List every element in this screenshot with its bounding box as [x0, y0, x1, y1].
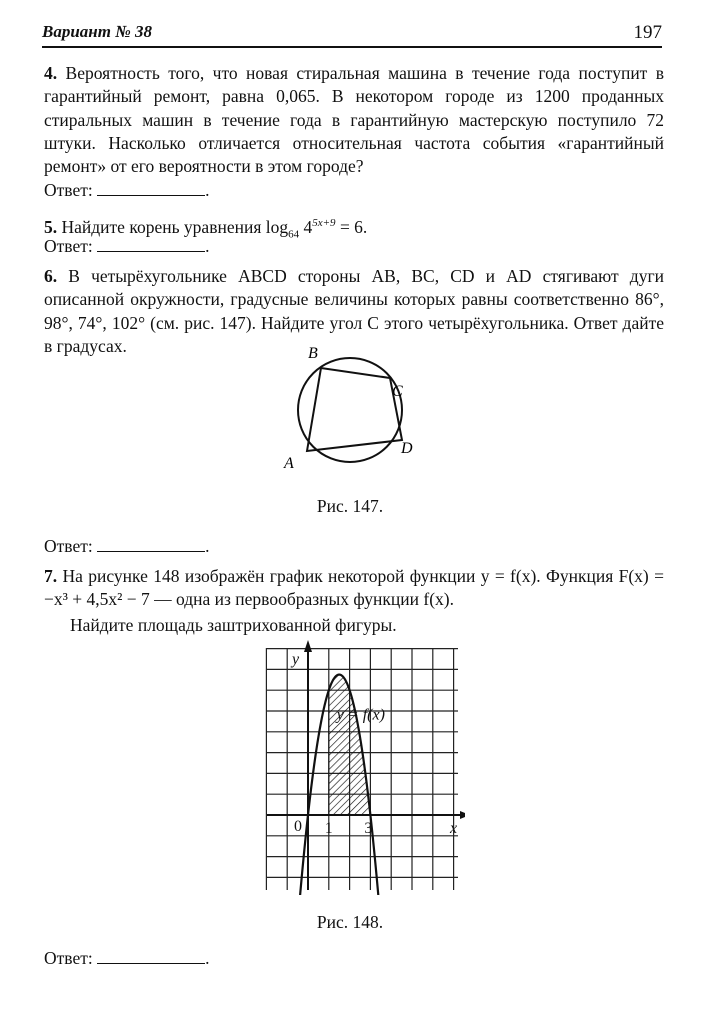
task-7-question: Найдите площадь заштрихованной фигуры.	[70, 615, 397, 635]
answer-blank[interactable]	[97, 237, 205, 252]
answer-4: Ответ: .	[44, 180, 210, 200]
label-d: D	[401, 440, 413, 457]
page-number: 197	[633, 22, 662, 43]
answer-blank[interactable]	[97, 949, 205, 964]
function-label: y = f(x)	[336, 706, 385, 724]
task-4: 4. Вероятность того, что новая стиральная машина в течение года поступит в гарантийный ремонт, равна 0,065. В некотором городе из 1200 проданных стиральных машин в течение года в гарантийную мастерскую поступило 72 штуки. Насколько отличается относительная частота события «гарантийный ремонт» от его вероятности в этом городе?	[44, 63, 665, 177]
figure-147-circle	[270, 340, 430, 480]
shaded-region	[329, 675, 371, 815]
answer-5: Ответ: .	[44, 236, 210, 256]
y-axis-arrow	[304, 640, 312, 652]
figure-147-caption: Рис. 147.	[316, 496, 384, 516]
y-axis-label: y	[292, 651, 300, 668]
answer-blank[interactable]	[97, 181, 205, 196]
answer-6: Ответ: .	[44, 536, 210, 556]
tick-0: 0	[294, 818, 302, 835]
figure-148-graph	[260, 640, 465, 895]
label-c: C	[392, 383, 403, 400]
variant-title: Вариант № 38	[42, 22, 153, 41]
label-b: B	[308, 345, 318, 362]
answer-blank[interactable]	[97, 537, 205, 552]
x-axis-arrow	[460, 811, 465, 819]
quadrilateral-abcd	[307, 368, 402, 451]
task-7: 7. На рисунке 148 изображён график некоторой функции y = f(x). Функция F(x) = −x³ + 4,5x² − 7 — одна из первообразных функции f(x).	[44, 566, 664, 610]
task-5: 5. Найдите корень уравнения $\log_{64} 4^{5x+9} = 6$.	[44, 216, 368, 241]
task-6: 6. В четырёхугольнике ABCD стороны AB, BC, CD и AD стягивают дуги описанной окружности, градусные величины которых равны соответственно 86°, 98°, 74°, 102° (см. рис. 147). Найдите угол C этого четырёхугольника. Ответ дайте в градусах.	[44, 266, 664, 356]
label-a: A	[284, 455, 294, 472]
figure-148-caption: Рис. 148.	[316, 912, 384, 932]
x-axis-label: x	[450, 820, 458, 837]
page-header	[42, 22, 662, 48]
tick-1: 1	[324, 820, 333, 837]
tick-3: 3	[364, 820, 373, 837]
answer-7: Ответ: .	[44, 948, 210, 968]
